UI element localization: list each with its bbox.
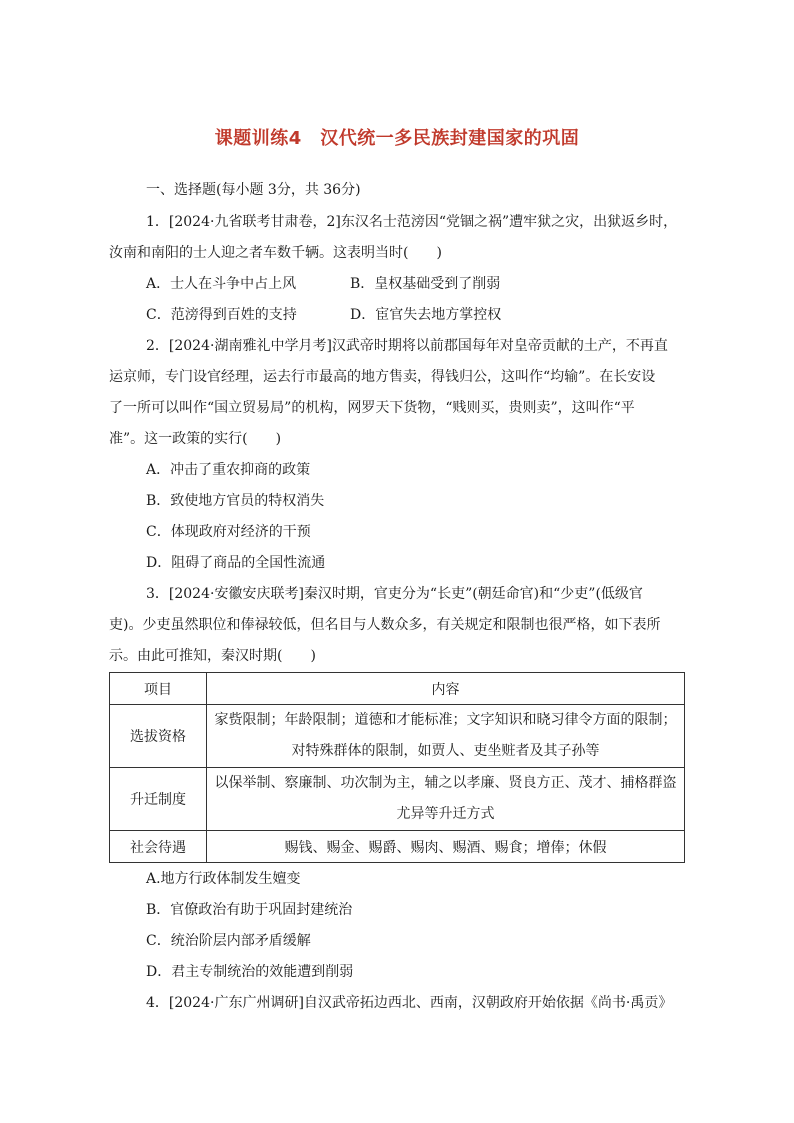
table-header-item: 项目 <box>110 673 207 705</box>
q2-option-a: A．冲击了重农抑商的政策 <box>146 462 311 478</box>
q2-stem-line1: 2．[2024·湖南雅礼中学月考]汉武帝时期将以前郡国每年对皇帝贡献的土产，不再直 <box>146 338 668 354</box>
q2-stem-line4: 准”。这一政策的实行( ) <box>109 431 282 447</box>
q3-table <box>109 672 685 863</box>
table-header-row <box>110 673 685 705</box>
q3-stem-line3: 示。由此可推知，秦汉时期( ) <box>109 648 316 664</box>
page-title: 课题训练4 汉代统一多民族封建国家的巩固 <box>214 128 580 149</box>
q1-option-c: C．范滂得到百姓的支持 <box>146 307 297 323</box>
table-cell-item: 选拔资格 <box>110 705 207 768</box>
q2-option-c: C．体现政府对经济的干预 <box>146 524 311 540</box>
q1-option-d: D．宦官失去地方掌控权 <box>350 307 502 323</box>
table-cell-content: 赐钱、赐金、赐爵、赐肉、赐酒、赐食；增俸；休假 <box>207 831 685 863</box>
q3-option-d: D．君主专制统治的效能遭到削弱 <box>146 964 354 980</box>
q1-option-b: B．皇权基础受到了削弱 <box>350 276 501 292</box>
table-cell-content-line2: 对特殊群体的限制，如贾人、吏坐赃者及其子孙等 <box>291 743 600 759</box>
q1-stem-line1: 1．[2024·九省联考甘肃卷，2]东汉名士范滂因“党锢之祸”遭牢狱之灾，出狱返乡时， <box>146 214 678 230</box>
q1-option-a: A．士人在斗争中占上风 <box>146 276 297 292</box>
q2-option-d: D．阻碍了商品的全国性流通 <box>146 555 326 571</box>
q3-stem-line2: 吏)。少吏虽然职位和俸禄较低，但名目与人数众多，有关规定和限制也很严格，如下表所 <box>109 617 661 633</box>
table-cell-item: 社会待遇 <box>110 831 207 863</box>
q4-stem-line1: 4．[2024·广东广州调研]自汉武帝拓边西北、西南，汉朝政府开始依据《尚书·禹贡》 <box>146 995 673 1011</box>
table-cell-content-line2: 尤异等升迁方式 <box>396 806 495 822</box>
q3-option-a: A.地方行政体制发生嬗变 <box>146 871 301 887</box>
q2-option-b: B．致使地方官员的特权消失 <box>146 493 325 509</box>
table-row <box>110 705 685 768</box>
table-cell-content-line1: 家赀限制；年龄限制；道德和才能标准；文字知识和晓习律令方面的限制； <box>214 712 677 728</box>
q3-option-b: B．官僚政治有助于巩固封建统治 <box>146 902 353 918</box>
section-heading: 一、选择题(每小题 3分，共 36分) <box>146 182 361 198</box>
table-header-content: 内容 <box>207 673 685 705</box>
q3-option-c: C．统治阶层内部矛盾缓解 <box>146 933 311 949</box>
q2-stem-line2: 运京师，专门设官经理，运去行市最高的地方售卖，得钱归公，这叫作“均输”。在长安设 <box>109 369 656 385</box>
table-cell-item: 升迁制度 <box>110 768 207 831</box>
table-cell-content <box>207 768 685 831</box>
q2-stem-line3: 了一所可以叫作“国立贸易局”的机构，网罗天下货物，“贱则买，贵则卖”，这叫作“平 <box>109 400 635 416</box>
table-cell-content-line1: 以保举制、察廉制、功次制为主，辅之以孝廉、贤良方正、茂才、捕格群盗 <box>214 775 677 791</box>
q1-stem-line2: 汝南和南阳的士人迎之者车数千辆。这表明当时( ) <box>109 245 442 261</box>
table-row <box>110 768 685 831</box>
table-row <box>110 831 685 863</box>
table-cell-content <box>207 705 685 768</box>
q3-stem-line1: 3．[2024·安徽安庆联考]秦汉时期，官吏分为“长吏”(朝廷命官)和“少吏”(低级官 <box>146 586 643 602</box>
